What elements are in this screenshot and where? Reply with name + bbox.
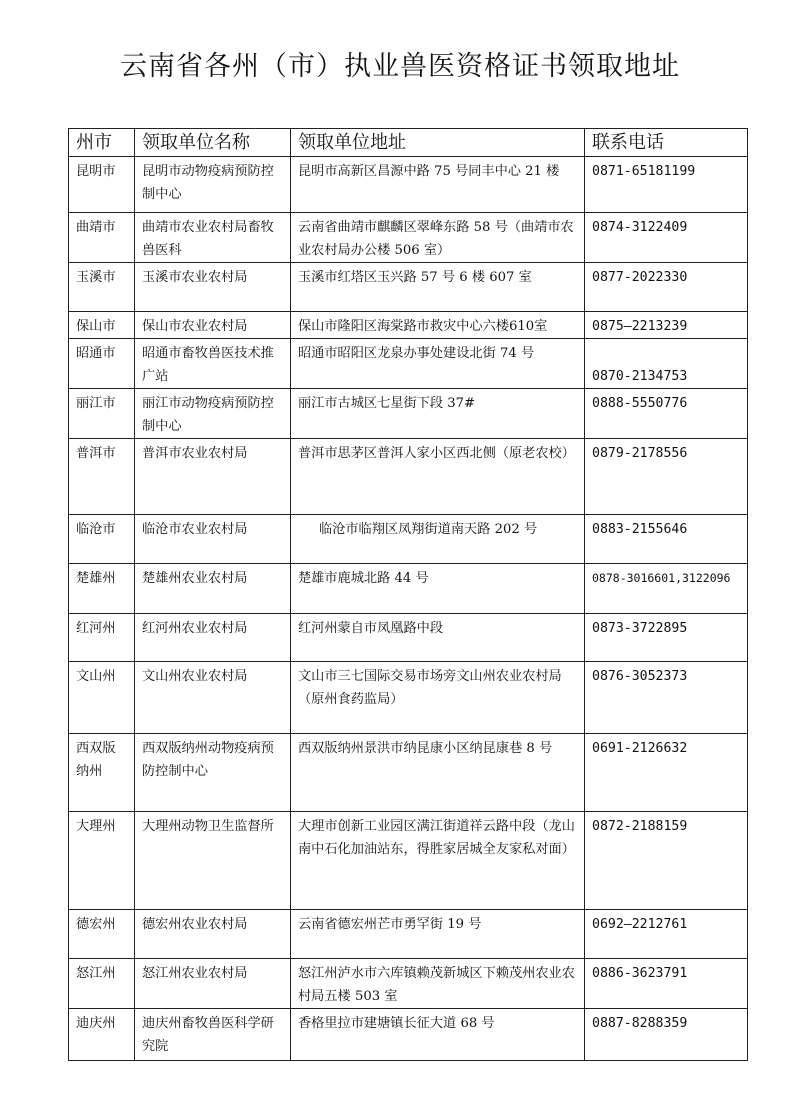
cell-unit: 保山市农业农村局 <box>135 312 291 339</box>
cell-phone: 0879-2178556 <box>585 439 748 515</box>
cell-phone: 0876-3052373 <box>585 662 748 734</box>
table-row <box>69 312 748 339</box>
table-header-row <box>69 129 748 157</box>
cell-address: 红河州蒙自市凤凰路中段 <box>291 614 585 662</box>
cell-phone: 0878-3016601,3122096 <box>585 564 748 614</box>
cell-address: 怒江州泸水市六库镇赖茂新城区下赖茂州农业农村局五楼 503 室 <box>291 959 585 1009</box>
cell-city: 普洱市 <box>69 439 135 515</box>
cell-city: 红河州 <box>69 614 135 662</box>
cell-address: 临沧市临翔区凤翔街道南天路 202 号 <box>291 515 585 564</box>
table-row <box>69 662 748 734</box>
cell-phone: 0872-2188159 <box>585 812 748 910</box>
table-row <box>69 614 748 662</box>
table-row <box>69 389 748 439</box>
table-row <box>69 564 748 614</box>
cell-address: 大理市创新工业园区满江街道祥云路中段（龙山南中石化加油站东，得胜家居城全友家私对面） <box>291 812 585 910</box>
cell-phone: 0883-2155646 <box>585 515 748 564</box>
cell-unit: 西双版纳州动物疫病预防控制中心 <box>135 734 291 812</box>
table-row <box>69 339 748 389</box>
page-title: 云南省各州（市）执业兽医资格证书领取地址 <box>120 51 680 82</box>
cell-address: 楚雄市鹿城北路 44 号 <box>291 564 585 614</box>
cell-unit: 大理州动物卫生监督所 <box>135 812 291 910</box>
cell-unit: 楚雄州农业农村局 <box>135 564 291 614</box>
table-row <box>69 157 748 213</box>
cell-address: 西双版纳州景洪市纳昆康小区纳昆康巷 8 号 <box>291 734 585 812</box>
cell-unit: 昆明市动物疫病预防控制中心 <box>135 157 291 213</box>
table-row <box>69 263 748 312</box>
cell-phone: 0692—2212761 <box>585 910 748 959</box>
header-phone: 联系电话 <box>585 129 748 157</box>
cell-address: 普洱市思茅区普洱人家小区西北侧（原老农校） <box>291 439 585 515</box>
table-row <box>69 910 748 959</box>
cell-unit: 丽江市动物疫病预防控制中心 <box>135 389 291 439</box>
cell-city: 保山市 <box>69 312 135 339</box>
cell-phone: 0887-8288359 <box>585 1009 748 1061</box>
cell-phone: 0875—2213239 <box>585 312 748 339</box>
address-table <box>68 128 748 1061</box>
cell-address: 香格里拉市建塘镇长征大道 68 号 <box>291 1009 585 1061</box>
cell-city: 德宏州 <box>69 910 135 959</box>
cell-city: 文山州 <box>69 662 135 734</box>
cell-city: 临沧市 <box>69 515 135 564</box>
cell-city: 玉溪市 <box>69 263 135 312</box>
table-row <box>69 439 748 515</box>
table-row <box>69 959 748 1009</box>
header-unit-address: 领取单位地址 <box>291 129 585 157</box>
cell-unit: 普洱市农业农村局 <box>135 439 291 515</box>
cell-phone: 0870-2134753 <box>585 339 748 389</box>
cell-phone: 0874-3122409 <box>585 213 748 263</box>
cell-address: 云南省曲靖市麒麟区翠峰东路 58 号（曲靖市农业农村局办公楼 506 室） <box>291 213 585 263</box>
cell-city: 迪庆州 <box>69 1009 135 1061</box>
cell-city: 楚雄州 <box>69 564 135 614</box>
cell-unit: 怒江州农业农村局 <box>135 959 291 1009</box>
cell-city: 西双版纳州 <box>69 734 135 812</box>
cell-city: 大理州 <box>69 812 135 910</box>
cell-unit: 迪庆州畜牧兽医科学研究院 <box>135 1009 291 1061</box>
cell-address: 保山市隆阳区海棠路市救灾中心六楼610室 <box>291 312 585 339</box>
cell-city: 丽江市 <box>69 389 135 439</box>
header-unit-name: 领取单位名称 <box>135 129 291 157</box>
header-city: 州市 <box>69 129 135 157</box>
cell-unit: 玉溪市农业农村局 <box>135 263 291 312</box>
cell-phone: 0888-5550776 <box>585 389 748 439</box>
cell-unit: 德宏州农业农村局 <box>135 910 291 959</box>
table-row <box>69 812 748 910</box>
cell-phone: 0691-2126632 <box>585 734 748 812</box>
cell-address: 玉溪市红塔区玉兴路 57 号 6 楼 607 室 <box>291 263 585 312</box>
cell-address: 云南省德宏州芒市勇罕街 19 号 <box>291 910 585 959</box>
cell-unit: 曲靖市农业农村局畜牧兽医科 <box>135 213 291 263</box>
cell-address: 昆明市高新区昌源中路 75 号同丰中心 21 楼 <box>291 157 585 213</box>
cell-phone: 0877-2022330 <box>585 263 748 312</box>
cell-city: 怒江州 <box>69 959 135 1009</box>
table-row <box>69 515 748 564</box>
table-row <box>69 213 748 263</box>
cell-unit: 文山州农业农村局 <box>135 662 291 734</box>
cell-city: 昭通市 <box>69 339 135 389</box>
cell-city: 昆明市 <box>69 157 135 213</box>
table-row <box>69 734 748 812</box>
cell-address: 文山市三七国际交易市场旁文山州农业农村局（原州食药监局） <box>291 662 585 734</box>
cell-address: 昭通市昭阳区龙泉办事处建设北街 74 号 <box>291 339 585 389</box>
cell-phone: 0871-65181199 <box>585 157 748 213</box>
cell-address: 丽江市古城区七星街下段 37# <box>291 389 585 439</box>
cell-unit: 昭通市畜牧兽医技术推广站 <box>135 339 291 389</box>
cell-unit: 红河州农业农村局 <box>135 614 291 662</box>
table-row <box>69 1009 748 1061</box>
cell-city: 曲靖市 <box>69 213 135 263</box>
cell-unit: 临沧市农业农村局 <box>135 515 291 564</box>
cell-phone: 0873-3722895 <box>585 614 748 662</box>
cell-phone: 0886-3623791 <box>585 959 748 1009</box>
